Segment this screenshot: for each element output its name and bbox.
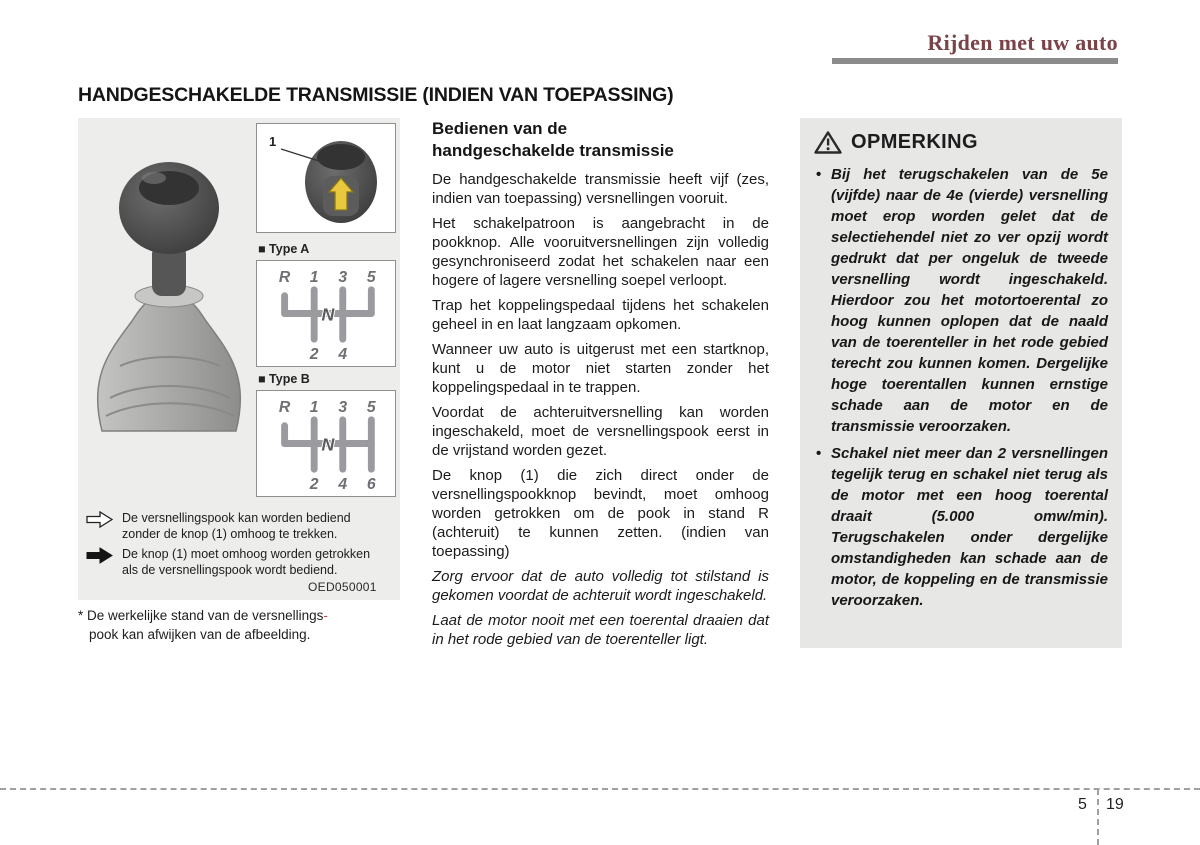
knob-detail-inset	[256, 123, 396, 233]
gear-neutral: N	[321, 304, 335, 325]
notice-box	[800, 118, 1122, 648]
notice-title: OPMERKING	[851, 131, 978, 153]
page-title: HANDGESCHAKELDE TRANSMISSIE (INDIEN VAN TOEPASSING)	[78, 84, 674, 106]
gear-6: 6	[366, 475, 376, 493]
footer-chapter-number: 5	[1078, 796, 1087, 813]
footer-rule	[0, 788, 1200, 790]
gear-2: 2	[309, 345, 319, 363]
gear-4: 4	[338, 475, 348, 493]
gear-r: R	[278, 268, 291, 286]
gear-shifter-illustration	[80, 136, 258, 446]
paragraph: De handgeschakelde transmissie heeft vijf (zes, indien van toepassing) versnellingen vooruit.	[432, 171, 769, 207]
legend-item	[86, 510, 386, 542]
main-text-column	[432, 118, 769, 655]
paragraph: Wanneer uw auto is uitgerust met een startknop, kunt u de motor niet starten zonder het koppelingspedaal in te trappen.	[432, 341, 769, 396]
gear-2: 2	[309, 475, 319, 493]
paragraph: Het schakelpatroon is aangebracht in de pookknop. Alle vooruitversnellingen zijn volledig gesynchroniseerd zodat het schakelen naar een hogere of lagere versnelling soepel verloopt.	[432, 215, 769, 289]
gear-3: 3	[338, 268, 348, 286]
bullet-icon: •	[816, 166, 822, 183]
section-heading: Bedienen van de handgeschakelde transmissie	[432, 119, 674, 160]
footer-divider	[1097, 789, 1099, 845]
shift-pattern-type-b	[256, 390, 396, 497]
gear-5: 5	[366, 398, 376, 416]
paragraph-italic: Zorg ervoor dat de auto volledig tot stilstand is gekomen voordat de achteruit wordt ingeschakeld.	[432, 568, 769, 604]
paragraph: Trap het koppelingspedaal tijdens het schakelen geheel in en laat langzaam opkomen.	[432, 297, 769, 333]
paragraph: De knop (1) die zich direct onder de versnellingspookknop bevindt, moet omhoog worden getrokken om de pook in stand R (achteruit) te kunnen zetten. (indien van toepassing)	[432, 467, 769, 560]
notice-title-row	[814, 130, 1108, 155]
gear-r: R	[278, 398, 291, 416]
footer-page-number: 19	[1106, 796, 1124, 813]
header-rule	[832, 58, 1118, 64]
notice-item: • Bij het terugschakelen van de 5e (vijfde) naar de 4e (vierde) versnelling moet erop worden gelet dat de selectiehendel niet zo ver opzij wordt gedrukt dat per ongeluk de tweede versnelling wordt ingeschakeld. Hierdoor zou het motortoerental zo hoog kunnen oplopen dat de naald van de toerenteller in het rode gebied terecht zou kunnen komen. Dergelijke hoge toerentallen kunnen ernstige schade aan de motor en de transmissie veroorzaken.	[816, 166, 1108, 435]
gear-1: 1	[309, 398, 319, 416]
type-a-label: ■ Type A	[258, 242, 310, 256]
paragraph-italic: Laat de motor nooit met een toerental draaien dat in het rode gebied van de toerenteller ligt.	[432, 612, 769, 648]
legend-item	[86, 546, 386, 578]
legend-text: De knop (1) moet omhoog worden getrokken als de versnellingspook wordt bediend.	[122, 547, 371, 577]
bullet-icon: •	[816, 445, 822, 462]
type-b-label: ■ Type B	[258, 372, 310, 386]
warning-icon	[814, 130, 842, 155]
gear-1: 1	[309, 268, 319, 286]
gear-4: 4	[338, 345, 348, 363]
figure-footnote: * De werkelijke stand van de versnellings- pook kan afwijken van de afbeelding.	[78, 608, 328, 642]
square-marker-icon: ■	[258, 242, 266, 256]
figure-box	[78, 118, 400, 600]
section-header	[700, 30, 1118, 56]
gear-3: 3	[338, 398, 348, 416]
shift-pattern-type-a	[256, 260, 396, 367]
gear-neutral: N	[321, 434, 335, 455]
gear-5: 5	[366, 268, 376, 286]
open-arrow-icon	[86, 511, 113, 528]
notice-item: • Schakel niet meer dan 2 versnellingen tegelijk terug en schakel niet terug als de motor met een hoog toerental draait (5.000 omw/min). Terugschakelen onder dergelijke omstandigheden kan schade aan de motor, de koppeling en de transmissie veroorzaken.	[816, 445, 1108, 609]
paragraph: Voordat de achteruitversnelling kan worden ingeschakeld, moet de versnellingspook eerst in de vrijstand worden gezet.	[432, 404, 769, 459]
legend-text: De versnellingspook kan worden bediend zonder de knop (1) omhoog te trekken.	[122, 511, 351, 541]
section-title: Rijden met uw auto	[927, 30, 1118, 55]
knob-detail-drawing	[257, 124, 395, 232]
figure-code: OED050001	[308, 580, 377, 594]
callout-number: 1	[269, 134, 277, 149]
solid-arrow-icon	[86, 547, 113, 564]
square-marker-icon: ■	[258, 372, 266, 386]
notice-list	[814, 164, 1108, 611]
